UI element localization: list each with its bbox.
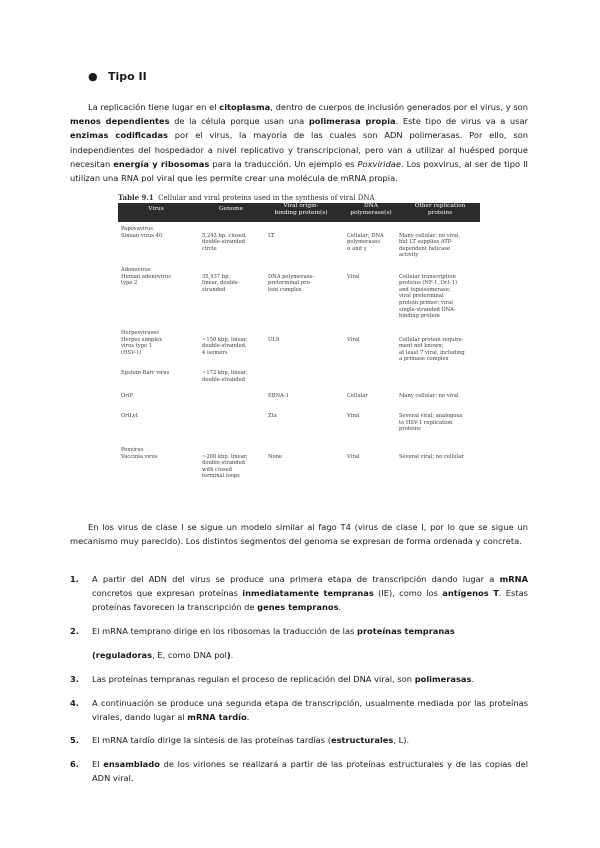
- list-number: 4.: [70, 698, 79, 708]
- table-cell: Poxvirus Vaccinia virus: [121, 447, 158, 460]
- table-cell: Viral: [347, 413, 360, 419]
- column-header: Genome: [218, 206, 244, 212]
- table-cell: Viral: [347, 273, 360, 280]
- table-cell: ~200 kbp, linear, double-stranded with closed terminal loops: [202, 453, 248, 480]
- table-cell: EBNA-1: [268, 393, 289, 399]
- list-item-text: El ensamblado de los viriones se realizará a partir de las proteínas estructurales y de las copias del ADN viral.: [92, 759, 528, 783]
- column-header: Virus: [148, 206, 164, 212]
- table-header-row: [118, 203, 480, 222]
- section-heading: [88, 70, 147, 83]
- table-figure: [118, 193, 480, 493]
- table-cell: UL9: [268, 336, 280, 343]
- list-number: 2.: [70, 626, 79, 636]
- bullet-icon: ●: [88, 70, 98, 83]
- table-cell: Epstein-Barr virus: [121, 370, 170, 376]
- table-cell: Cellular protein require- ment not known; at least 7 viral, including a primase complex: [399, 336, 465, 363]
- table-cell: 35,937 bp, linear, double- stranded: [202, 273, 240, 293]
- table-cell: Cellular: [347, 393, 368, 399]
- table-cell: OriP: [121, 393, 133, 399]
- table-cell: Several viral; no cellular: [399, 453, 464, 460]
- table-cell: LT: [268, 232, 275, 239]
- table-cell: 5,243 bp, closed, double-stranded circle: [202, 232, 247, 252]
- table-cell: Viral: [347, 453, 360, 460]
- list-item-text: El mRNA tardío dirige la síntesis de las proteínas tardías (estructurales, L).: [92, 735, 410, 745]
- table-cell: ~172 kbp, linear, double-stranded: [202, 370, 248, 383]
- intro-paragraph: La replicación tiene lugar en el citoplasma, dentro de cuerpos de inclusión generados por el virus, y son menos dependientes de la célula porque usan una polimerasa propia. Este tipo de virus va a usar enzimas codificadas por el virus, la mayoría de las cuales son ADN polimerasas. Por ello, son independientes del hospedador a nivel replicativo y transcripcional, pero van a utilizar al huésped porque necesitan energía y ribosomas para la traducción. Un ejemplo es Poxviridae. Los poxvirus, al ser de tipo II utilizan una RNA pol viral que les permite crear una molécula de mRNA propia.: [70, 102, 529, 184]
- table-cell: Viral: [347, 336, 360, 343]
- list-item-text: Las proteínas tempranas regulan el proceso de replicación del DNA viral, son polimerasas.: [92, 674, 475, 684]
- list-number: 1.: [70, 574, 79, 584]
- list-item-text: A continuación se produce una segunda etapa de transcripción, usualmente mediada por las proteínas virales, dando lugar al mRNA tardío.: [92, 698, 528, 722]
- class-one-paragraph: En los virus de clase I se sigue un modelo similar al fago T4 (virus de clase I, por lo que se sigue un mecanismo muy parecido). Los distintos segmentos del genoma se expresan de forma ordenada y concreta.: [70, 522, 528, 547]
- table-cell: Cellular; DNA polymerases α and γ: [347, 232, 384, 252]
- list-item-text: A partir del ADN del virus se produce una primera etapa de transcripción dando lugar a mRNA concretos que expresan proteínas inmediatamente tempranas (IE), como los antígenos T. Estas proteínas favorecen la transcripción de genes tempranos.: [92, 574, 528, 612]
- section-heading-text: Tipo II: [108, 70, 147, 83]
- table-cell: Many cellular; no viral: [399, 393, 459, 399]
- table-cell: Many cellular; no viral, but LT supplies ATP- dependent helicase activity: [399, 232, 461, 259]
- column-header: Viral origin- binding protein(s): [274, 203, 328, 216]
- table-cell: Adenovirus Human adenovirus type 2: [121, 267, 171, 287]
- list-item-text: El mRNA temprano dirige en los ribosomas la traducción de las proteínas tempranas: [92, 626, 455, 636]
- column-header: Other replication proteins: [414, 203, 466, 216]
- list-number: 3.: [70, 674, 79, 684]
- table-cell: Herpesviruses Herpes simplex virus type 1 (HSV-1): [121, 330, 162, 356]
- list-item-text: (reguladoras, E, como DNA pol).: [92, 650, 234, 660]
- table-cell: DNA polymerase- preterminal pro- tein complex: [268, 273, 315, 293]
- list-number: 5.: [70, 735, 79, 745]
- table-cell: Papovavirus Simian virus 40: [121, 226, 163, 239]
- table-cell: Zta: [268, 413, 277, 419]
- table-cell: ~150 kbp, linear, double-stranded, 4 isomers: [202, 336, 248, 356]
- table-caption: Table 9.1 Cellular and viral proteins used in the synthesis of viral DNA: [118, 193, 375, 202]
- table-cell: OriLyt: [121, 413, 138, 419]
- table-cell: Cellular transcription proteins (NF-1, Oct-1) and topoisomerase; viral preterminal protein primer; viral single-stranded DNA- binding protein: [399, 273, 457, 320]
- table-cell: None: [268, 453, 283, 460]
- column-header: DNA polymerase(s): [350, 203, 392, 216]
- list-number: 6.: [70, 759, 79, 769]
- table-cell: Several viral; analogous to HSV-1 replication proteins: [399, 413, 463, 433]
